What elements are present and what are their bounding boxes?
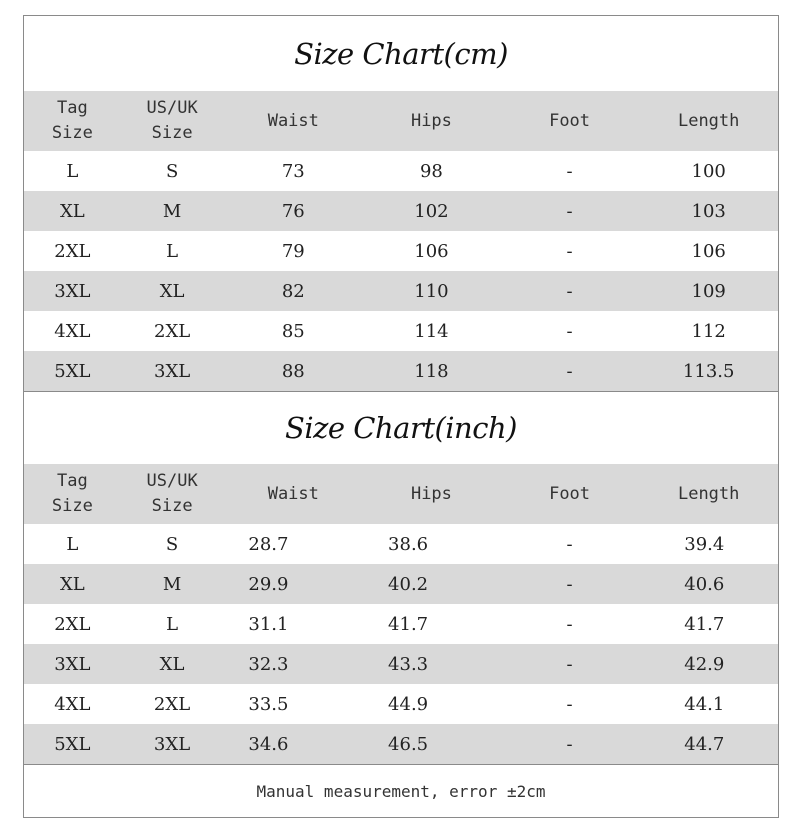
header-us-uk-size: US/UK Size xyxy=(146,98,198,143)
cell-tag-size: 3XL xyxy=(54,280,91,302)
cell-tag-size: L xyxy=(66,533,79,555)
cell-foot: - xyxy=(566,533,573,555)
cell-waist: 33.5 xyxy=(248,693,289,715)
cell-foot: - xyxy=(566,573,573,595)
cell-hips: 118 xyxy=(414,360,449,382)
cell-length: 112 xyxy=(691,320,726,342)
cell-us-uk-size: 2XL xyxy=(153,693,191,715)
inch-table-header xyxy=(24,464,778,524)
measurement-note: Manual measurement, error ±2cm xyxy=(24,764,778,817)
header-length: Length xyxy=(677,110,740,131)
header-tag-size: Tag Size xyxy=(51,98,93,143)
table-row xyxy=(24,271,778,311)
table-row xyxy=(24,684,778,724)
inch-table-body xyxy=(24,524,778,764)
cell-hips: 106 xyxy=(414,240,449,262)
table-row xyxy=(24,604,778,644)
cell-hips: 114 xyxy=(414,320,449,342)
table-row xyxy=(24,191,778,231)
cell-waist: 76 xyxy=(281,200,305,222)
header-foot: Foot xyxy=(549,110,591,131)
cell-waist: 85 xyxy=(281,320,305,342)
cell-foot: - xyxy=(566,320,573,342)
cell-hips: 110 xyxy=(414,280,449,302)
cell-length: 106 xyxy=(691,240,726,262)
cell-foot: - xyxy=(566,200,573,222)
cell-us-uk-size: 3XL xyxy=(154,360,191,382)
cell-length: 44.1 xyxy=(684,693,725,715)
cell-foot: - xyxy=(566,360,573,382)
cm-table-body xyxy=(24,151,778,391)
table-row xyxy=(24,311,778,351)
cell-waist: 31.1 xyxy=(248,613,289,635)
cell-hips: 40.2 xyxy=(388,573,429,595)
cell-waist: 28.7 xyxy=(248,533,289,555)
cm-size-table xyxy=(24,91,778,391)
cell-hips: 46.5 xyxy=(388,733,429,755)
cell-length: 103 xyxy=(691,200,726,222)
cell-waist: 79 xyxy=(281,240,305,262)
cell-length: 40.6 xyxy=(684,573,725,595)
table-row xyxy=(24,524,778,564)
cell-us-uk-size: 3XL xyxy=(153,733,191,755)
cell-hips: 44.9 xyxy=(388,693,429,715)
cell-us-uk-size: M xyxy=(162,573,182,595)
cell-tag-size: 2XL xyxy=(54,613,91,635)
cell-tag-size: 4XL xyxy=(54,693,91,715)
cell-hips: 102 xyxy=(414,200,449,222)
cell-length: 44.7 xyxy=(684,733,725,755)
cell-us-uk-size: S xyxy=(165,533,179,555)
cell-hips: 41.7 xyxy=(388,613,429,635)
cell-tag-size: 2XL xyxy=(54,240,91,262)
cell-waist: 32.3 xyxy=(248,653,289,675)
cell-tag-size: L xyxy=(66,160,79,182)
table-row xyxy=(24,231,778,271)
header-waist: Waist xyxy=(267,110,319,131)
cell-foot: - xyxy=(566,733,573,755)
cell-length: 41.7 xyxy=(684,613,725,635)
header-us-uk-size: US/UK Size xyxy=(146,471,198,516)
table-row xyxy=(24,351,778,391)
cell-hips: 43.3 xyxy=(388,653,429,675)
table-row xyxy=(24,724,778,764)
header-tag-size: Tag Size xyxy=(51,471,93,516)
cell-length: 100 xyxy=(691,160,726,182)
cell-foot: - xyxy=(566,240,573,262)
cell-waist: 88 xyxy=(281,360,305,382)
cell-foot: - xyxy=(566,613,573,635)
cell-length: 113.5 xyxy=(682,360,735,382)
size-chart-card xyxy=(23,15,779,818)
header-length: Length xyxy=(677,483,740,504)
header-foot: Foot xyxy=(549,483,591,504)
cell-waist: 73 xyxy=(281,160,305,182)
cell-length: 109 xyxy=(691,280,726,302)
cell-tag-size: XL xyxy=(59,200,85,222)
cell-tag-size: 3XL xyxy=(54,653,91,675)
table-row xyxy=(24,151,778,191)
cell-us-uk-size: S xyxy=(165,160,179,182)
cell-us-uk-size: XL xyxy=(159,280,185,302)
cell-foot: - xyxy=(566,693,573,715)
cell-waist: 82 xyxy=(281,280,305,302)
cell-foot: - xyxy=(566,280,573,302)
inch-chart-title: Size Chart(inch) xyxy=(24,391,778,464)
cell-us-uk-size: M xyxy=(162,200,182,222)
table-row xyxy=(24,644,778,684)
cell-tag-size: 5XL xyxy=(54,360,91,382)
cell-us-uk-size: 2XL xyxy=(154,320,191,342)
inch-size-table xyxy=(24,464,778,764)
cm-chart-title: Size Chart(cm) xyxy=(294,36,508,71)
cell-waist: 34.6 xyxy=(248,733,289,755)
cell-hips: 98 xyxy=(419,160,443,182)
cell-length: 39.4 xyxy=(684,533,725,555)
cell-foot: - xyxy=(566,653,573,675)
cell-tag-size: 4XL xyxy=(54,320,91,342)
header-hips: Hips xyxy=(410,110,452,131)
table-row xyxy=(24,564,778,604)
cell-length: 42.9 xyxy=(684,653,725,675)
cell-tag-size: XL xyxy=(59,573,85,595)
cell-us-uk-size: L xyxy=(166,240,179,262)
cell-tag-size: 5XL xyxy=(54,733,91,755)
header-waist: Waist xyxy=(267,483,319,504)
cell-us-uk-size: XL xyxy=(159,653,185,675)
header-hips: Hips xyxy=(410,483,452,504)
cell-foot: - xyxy=(566,160,573,182)
cell-waist: 29.9 xyxy=(248,573,289,595)
cm-table-header xyxy=(24,91,778,151)
cell-us-uk-size: L xyxy=(166,613,179,635)
cell-hips: 38.6 xyxy=(388,533,429,555)
